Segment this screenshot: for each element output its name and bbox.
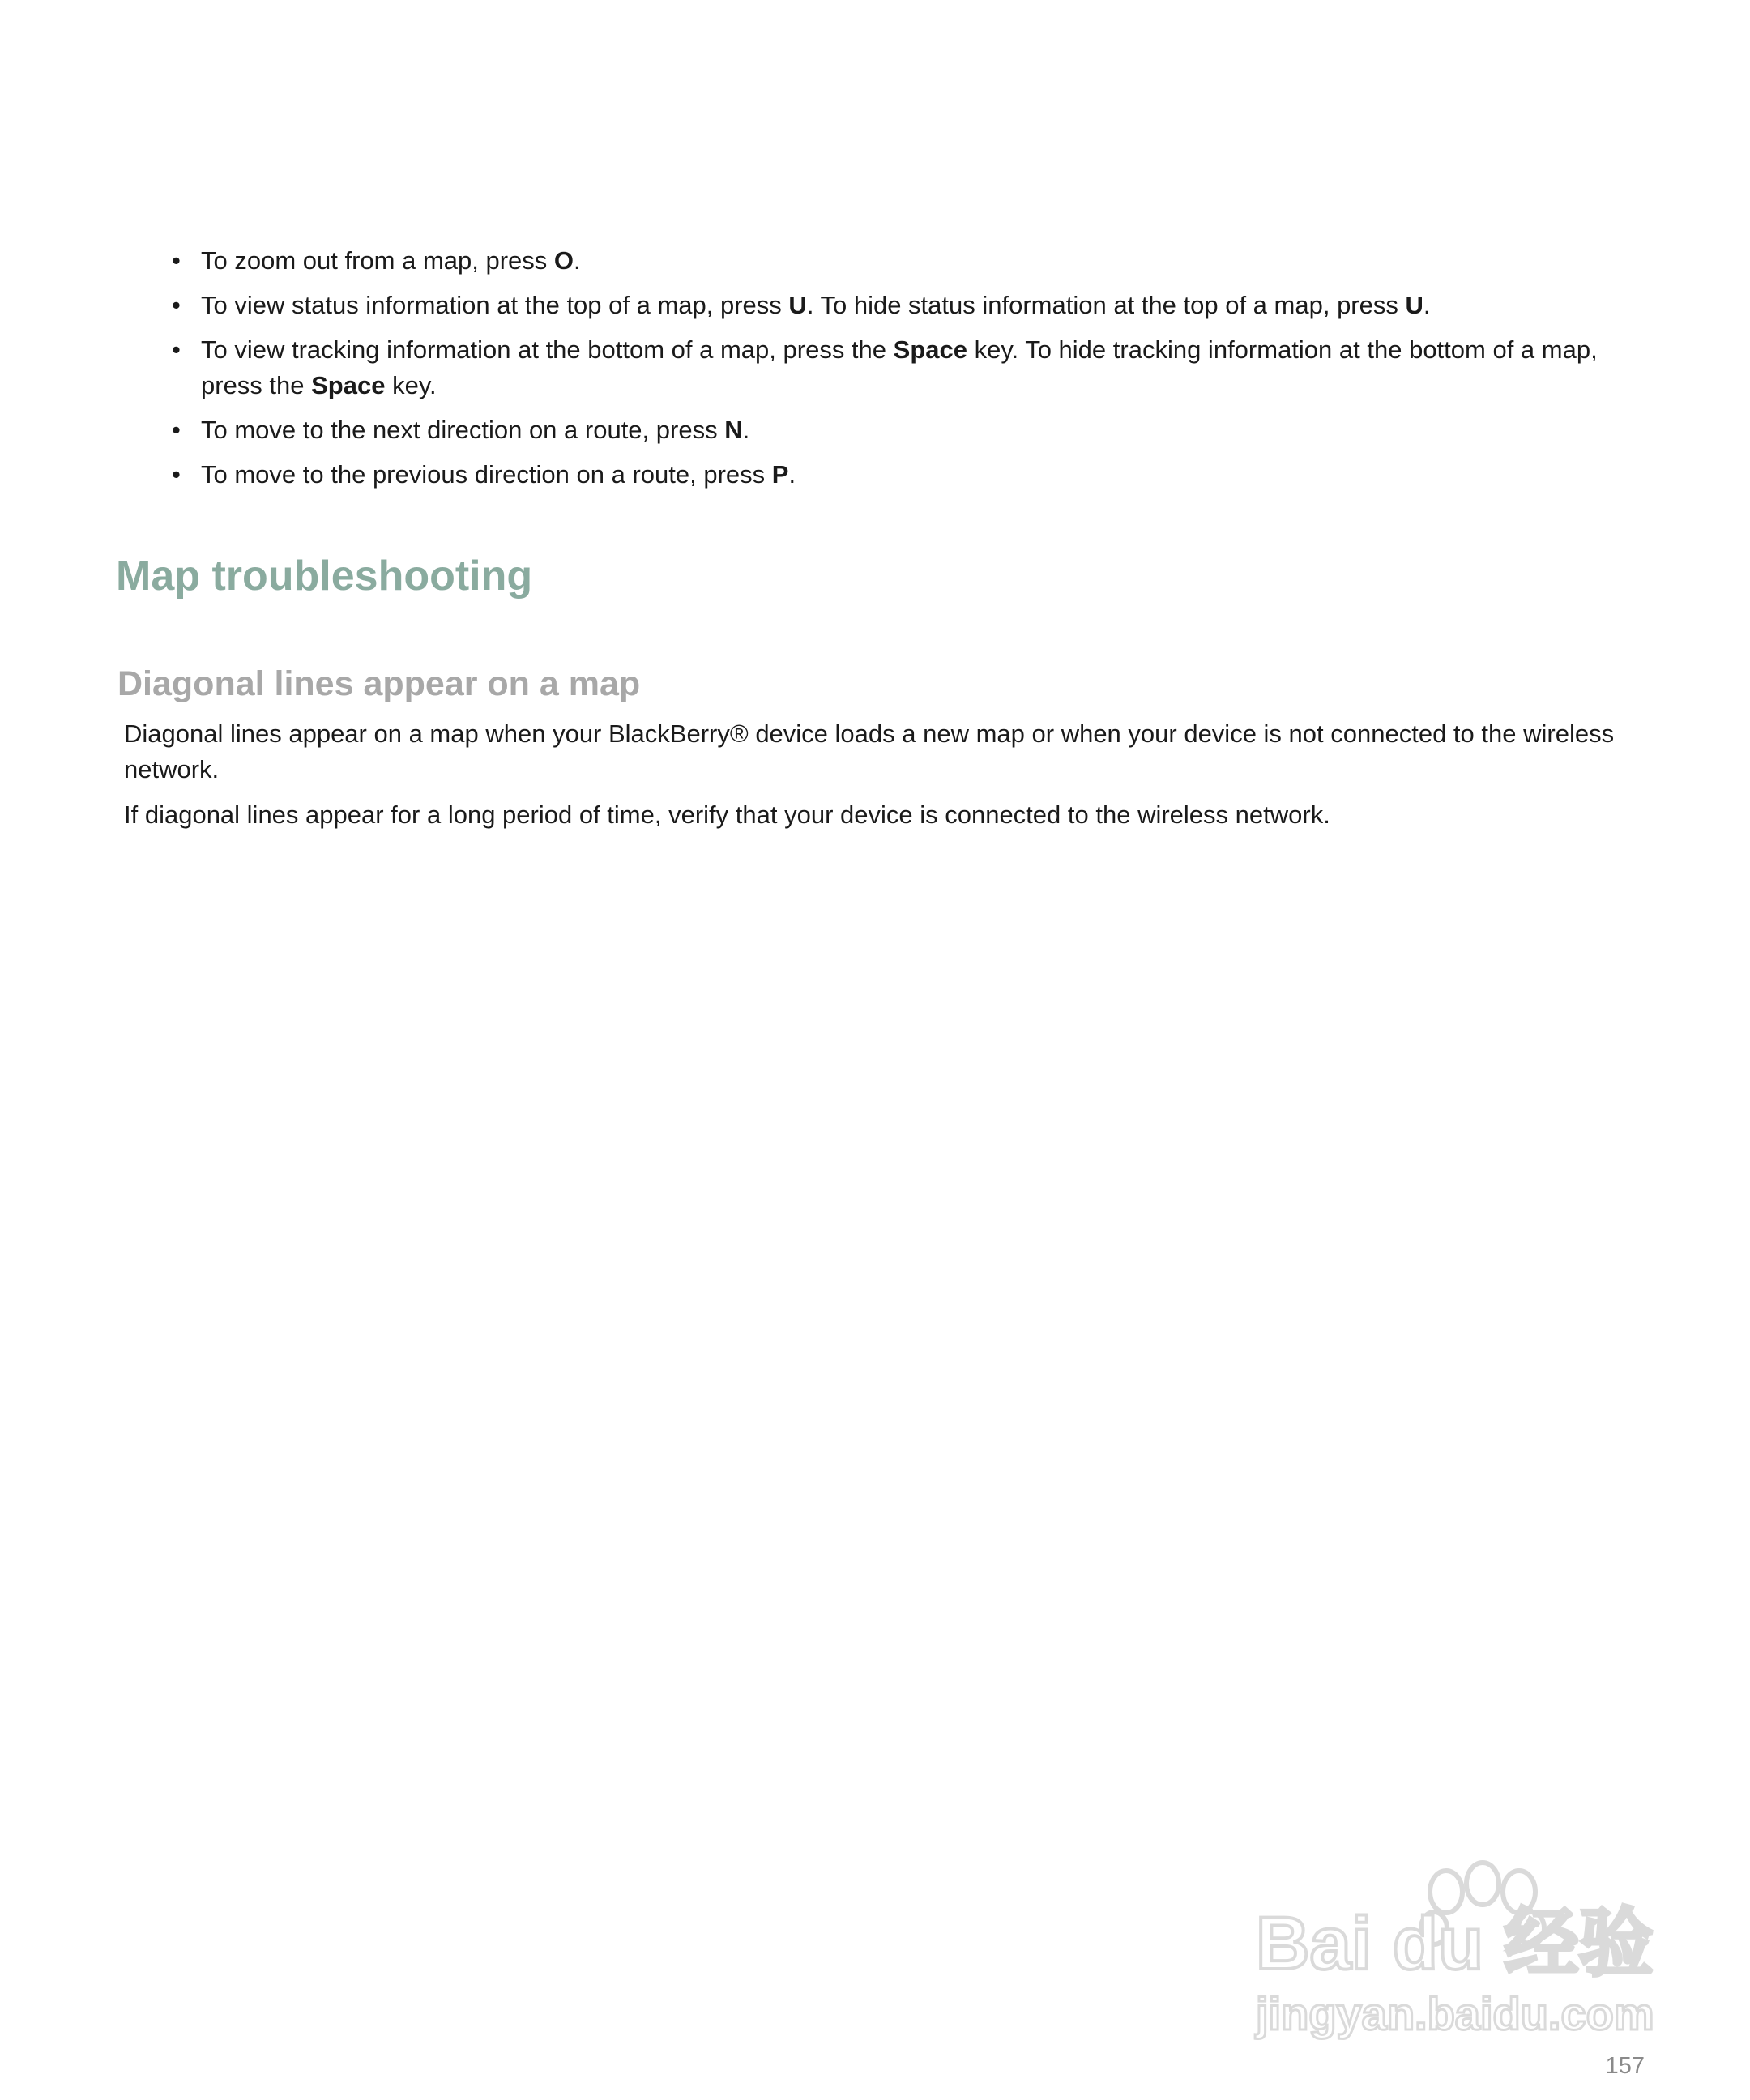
baidu-watermark-logo <box>1248 1847 1669 2050</box>
watermark-brand-text: Bai du 经验 <box>1256 1902 1654 1985</box>
page-number: 157 <box>1605 2053 1645 2079</box>
bullet-dot: • <box>172 291 181 319</box>
key-u: U <box>1405 291 1423 319</box>
subsection-title: Diagonal lines appear on a map <box>117 664 641 703</box>
paragraph-diagonal-lines: Diagonal lines appear on a map when your BlackBerry® device loads a new map or when your device is not connected to the wireless network. <box>124 719 1615 783</box>
watermark-url-text: jingyan.baidu.com <box>1256 1988 1654 2039</box>
bullet-item-previous-direction: • To move to the previous direction on a route, press P. <box>172 457 1646 493</box>
bullet-item-zoom-out: • To zoom out from a map, press O. <box>172 243 1646 279</box>
key-u: U <box>788 291 807 319</box>
bullet-dot: • <box>172 460 181 489</box>
bullet-dot: • <box>172 246 181 275</box>
bullet-dot: • <box>172 335 181 364</box>
key-p: P <box>771 460 789 489</box>
section-title: Map troubleshooting <box>116 553 533 600</box>
paragraph-verify-network: If diagonal lines appear for a long period of time, verify that your device is connected to the wireless network. <box>124 800 1330 829</box>
key-o: O <box>553 246 574 275</box>
bullet-item-next-direction: • To move to the next direction on a route, press N. <box>172 412 1646 448</box>
bullet-dot: • <box>172 416 181 444</box>
key-space: Space <box>311 371 386 399</box>
bullet-item-status-info: • To view status information at the top of a map, press U. To hide status information at the top of a map, press U. <box>172 288 1646 323</box>
key-space: Space <box>893 335 967 364</box>
bullet-item-tracking-info: • To view tracking information at the bottom of a map, press the Space key. To hide tracking information at the bottom of a map, press the Space key. <box>172 332 1646 403</box>
bullet-list <box>172 243 1646 502</box>
key-n: N <box>724 416 743 444</box>
